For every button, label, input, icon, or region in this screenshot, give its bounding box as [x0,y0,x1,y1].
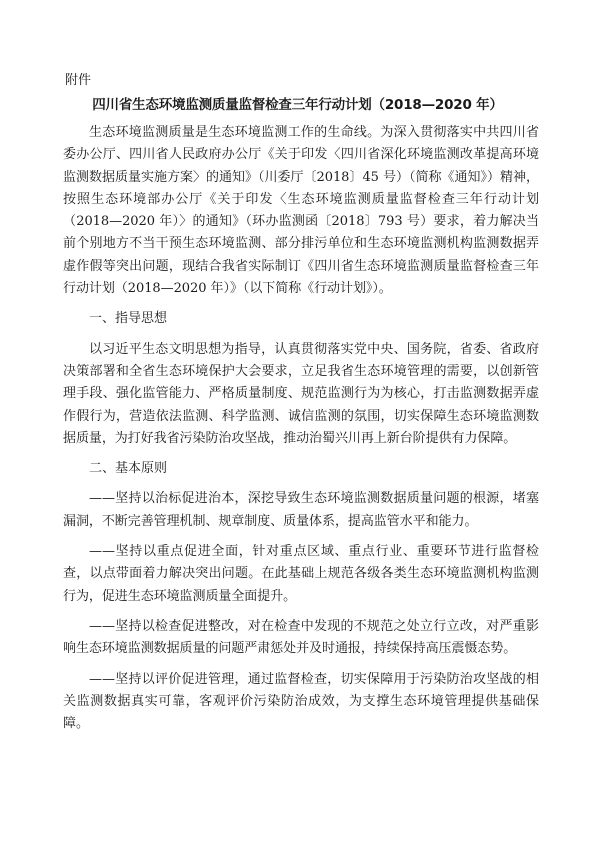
spacer [63,450,539,458]
section-heading-basic-principles: 二、基本原则 [89,461,168,477]
spacer [63,533,539,541]
principle-paragraph: ——坚持以治标促进治本，深挖导致生态环境监测数据质量问题的根源，堵塞漏洞，不断完善管理机制、规章制度、质量体系，提高监管水平和能力。 [63,491,539,529]
spacer [63,608,539,616]
document-body [63,122,539,735]
section-heading-guiding-ideology: 一、指导思想 [89,311,168,327]
spacer [63,300,539,308]
spacer [63,661,539,669]
guiding-ideology-paragraph: 以习近平生态文明思想为指导，认真贯彻落实党中央、国务院，省委、省政府决策部署和全省生态环境保护大会要求，立足我省生态环境管理的需要，以创新管理手段、强化监管能力、严格质量制度、规范监测行为为核心，打击监测数据弄虚作假行为，营造依法监测、科学监测、诚信监测的氛围，切实保障生态环境监测数据质量，为打好我省污染防治攻坚战，推动治蜀兴川再上新台阶提供有力保障。 [63,341,539,446]
spacer [63,480,539,488]
attachment-label: 附件 [65,73,92,88]
principle-paragraph: ——坚持以检查促进整改，对在检查中发现的不规范之处立行立改，对严重影响生态环境监测数据质量的问题严肃惩处并及时通报，持续保持高压震慑态势。 [63,618,539,657]
principle-paragraph: ——坚持以评价促进管理，通过监督检查，切实保障用于污染防治攻坚战的相关监测数据真实可靠，客观评价污染防治成效，为支撑生态环境管理提供基础保障。 [63,671,539,732]
principle-paragraph: ——坚持以重点促进全面，针对重点区域、重点行业、重要环节进行监督检查，以点带面着力解决突出问题。在此基础上规范各级各类生态环境监测机构监测行为，促进生态环境监测质量全面提升。 [63,544,539,604]
document-title: 四川省生态环境监测质量监督检查三年行动计划（2018—2020 年） [92,97,503,113]
spacer [63,331,539,339]
intro-paragraph: 生态环境监测质量是生态环境监测工作的生命线。为深入贯彻落实中共四川省委办公厅、四川省人民政府办公厅《关于印发〈四川省深化环境监测改革提高环境监测数据质量实施方案〉的通知》（川委厅〔2018〕45 号）（简称《通知》）精神，按照生态环境部办公厅《关于印发〈生态环境监测质量监督检查三年行动计划（2018—2020 年）〉的通知》（环办监测函〔2018〕793 号）要求，着力解决当前个别地方不当干预生态环境监测、部分排污单位和生态环境监测机构监测数据弄虚作假等突出问题，现结合我省实际制订《四川省生态环境监测质量监督检查三年行动计划（2018—2020 年）》（以下简称《行动计划》）。 [63,125,539,297]
